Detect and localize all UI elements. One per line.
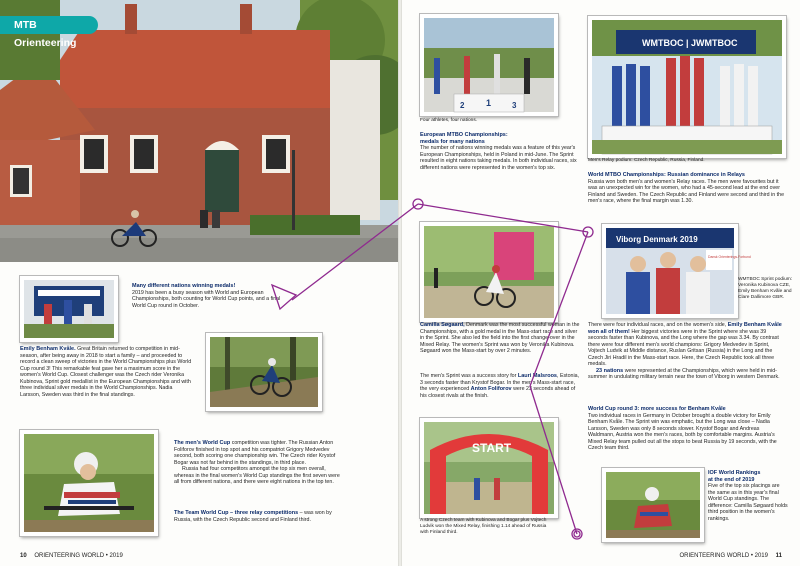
start-arch-photo <box>420 418 558 518</box>
dansk-logo-text: Dansk Orienterings-Forbund <box>708 255 751 259</box>
individual-lead2: 23 nations <box>596 367 624 374</box>
right-page <box>402 0 800 566</box>
mens-world-cup-body2: Russia had four competitors amongst the top six men overall, whereas in the final women's World Cup standings the first seven were all from different nations, and there were eight nations in the top ten. <box>174 466 340 485</box>
european-block <box>420 132 580 171</box>
world-champs-block <box>588 172 784 205</box>
mens-sprint-intro: The men's Sprint was a success story for <box>420 373 517 379</box>
four-athletes-photo <box>420 14 558 116</box>
podium-number-1: 1 <box>486 98 492 108</box>
caption-wmtboc-sprint: WMTBOC Sprint podium: Veronika Kubinova CZE, Emily Benham Kvåle and Clare Dallimore GBR. <box>738 277 793 300</box>
individual-body2: were represented at the Championships, which were held in mid-summer in undulating military terrain near the town of Viborg in western Denmark. <box>588 367 780 380</box>
wmtboc-banner-text: WMTBOC | JWMTBOC <box>642 38 738 48</box>
relay-podium-photo <box>588 16 786 158</box>
individual-lead: Emily Benham Kvåle won all of them! <box>588 322 782 335</box>
european-body: The number of nations winning medals was a feature of this year's European Championships, held in Poland in mid-June. The Sprint resulted in eight nations taking medals. In both individual races, six different nations were represented in the women's top six. <box>420 145 577 171</box>
viborg-banner-text: Viborg Denmark 2019 <box>616 235 698 244</box>
section-tag: MTB Orienteering <box>0 16 98 34</box>
rankings-rider-photo <box>602 468 704 542</box>
european-heading-1: European MTBO Championships: <box>420 132 508 138</box>
round3-heading: World Cup round 3: more success for Benham Kvåle <box>588 406 726 412</box>
left-footer-title: ORIENTEERING WORLD <box>34 553 105 559</box>
caption-four-athletes: Four athletes, four nations. <box>420 118 478 123</box>
sagaard-body: Denmark was the most successful woman in the Championships, with a gold medal in the Mass-start race and silver in the Sprint. She also led the field into the first change-over in the Mixed Relay. The women's Sprint was won by Veronika Kubinova. Søgaard won the Mass-start by over 2 minutes. <box>420 322 580 354</box>
benham-paragraph <box>20 346 192 398</box>
right-footer <box>680 553 782 559</box>
mens-sprint-lead2: Anton Foliforov <box>470 386 512 392</box>
iof-block <box>708 470 788 522</box>
mens-world-cup-body: competition was tighter. The Russian Anton Foliforov finished in top spot and his compatriot Grigory Medvedev second, both scoring one championship win. The Czech rider Krystof Bogar was not far behind in the standings, in third place. <box>174 440 336 466</box>
individual-paragraph <box>588 322 784 381</box>
world-champs-body: Russia won both men's and women's Relay races. The men were favourites but it was an unexpected win for the women, who had a 45-second lead at the end over Finland and Sweden. The Czech Republic and Finland were second and third in the men's race, where the final margin was 1.30. <box>588 178 785 204</box>
left-footer <box>20 553 123 559</box>
iof-heading-1: IOF World Rankings <box>708 470 761 476</box>
podium-number-3: 3 <box>512 101 517 110</box>
individual-intro: There were four individual races, and on the women's side, <box>588 322 727 328</box>
caption-relay-podium: Men's Relay podium: Czech Republic, Russia, Finland. <box>588 158 705 163</box>
world-champs-heading: World MTBO Championships: Russian dominance in Relays <box>588 172 745 178</box>
forest-finish-photo <box>420 222 558 322</box>
mens-sprint-paragraph <box>420 373 580 399</box>
team-world-cup-body: – was won by Russia, with the Czech Republic second and Finland third. <box>174 510 332 523</box>
left-page-number: 10 <box>20 553 27 559</box>
sprint-podium-photo-small <box>20 276 118 342</box>
iof-heading-2: at the end of 2019 <box>708 476 755 483</box>
mens-sprint-body: , Estonia, 3 seconds faster than Krystof Bogar. In the men's Mass-start race, the very experienced <box>420 373 580 392</box>
right-page-number: 11 <box>775 553 782 559</box>
intro-heading: Many different nations winning medals! <box>132 283 236 289</box>
start-arch-text: START <box>472 441 512 455</box>
mens-sprint-body2: were 23 seconds ahead of his closest rivals at the finish. <box>420 386 576 399</box>
iof-body: Five of the top six placings are the same as in this year's final World Cup standings. The difference: Camilla Søgaard holds third position in the women's rankings. <box>708 483 788 522</box>
podium-number-2: 2 <box>460 101 465 110</box>
round3-body: Two individual races in Germany in October brought a double victory for Emily Benham Kvåle. The Sprint win was emphatic, but the Long was close – Nadia Larsson, Sweden was only 8 seconds slower. Krystof Bogar and Andreas Waldmann, Austria won the men's races, both by comfortable margins. Austria's Mixed Relay team pulled out all the stops to beat Russia by 19 seconds, with the Czech team third. <box>588 412 777 451</box>
intro-body: 2019 has been a busy season with World and European Championships, both counting for World Cup points, and a final World Cup round in October. <box>132 289 281 309</box>
left-page <box>0 0 398 566</box>
sagaard-paragraph <box>420 322 580 355</box>
benham-body: Great Britain returned to competition in mid-season, after being away in 2018 to start a family – and proceeded to record a clean sweep of victories in the World Championships plus World Cup round 3! This remarkable feat gave her a maximum score in the women's World Cup. Closest challenger was the Czech rider Veronika Kubinova, Sprint gold medallist in the European Championships and with three individual silver medals in the World Championships. Nadia Larsson, Sweden was third in the final standings. <box>20 346 192 398</box>
mens-world-cup-lead: The men's World Cup <box>174 440 231 446</box>
caption-start: A strong Czech team with Kubinova and Bogar plus Vojtech Ludvik won the Mixed Relay, finishing 1.14 ahead of Russia with Finland third. <box>420 518 547 535</box>
team-world-cup-lead: The Team World Cup – three relay competitions <box>174 510 299 516</box>
individual-body: Her biggest victories were in the Sprint where she was 39 seconds faster than Kubinova, and the Long where the gap was 3.34. By contrast there were four different men's world champions: Grigory Medvedev in Sprint, Vojtech Ludvik at Middle distance, Ruslan Gritsan (Russia) in the Long and the Czech Jiri Hradil in the Mass-start race. Here, the Czech Republic took all three medals. <box>588 328 779 367</box>
intro-block <box>132 283 282 309</box>
benham-lead: Emily Benham Kvåle. <box>20 346 76 352</box>
forest-rider-photo <box>206 333 322 411</box>
left-footer-year: • 2019 <box>105 553 123 559</box>
sagaard-lead: Camilla Søgaard, <box>420 322 465 328</box>
mens-sprint-lead: Lauri Malsroos <box>517 373 557 379</box>
benham-rider-photo <box>20 430 158 536</box>
mens-world-cup-paragraph <box>174 440 342 486</box>
team-world-cup-paragraph <box>174 510 342 523</box>
viborg-podium-photo <box>602 224 751 318</box>
round3-block <box>588 406 784 452</box>
european-heading-2: medals for many nations <box>420 138 485 145</box>
right-footer-title: ORIENTEERING WORLD <box>679 553 750 559</box>
right-footer-year: • 2019 <box>750 553 768 559</box>
